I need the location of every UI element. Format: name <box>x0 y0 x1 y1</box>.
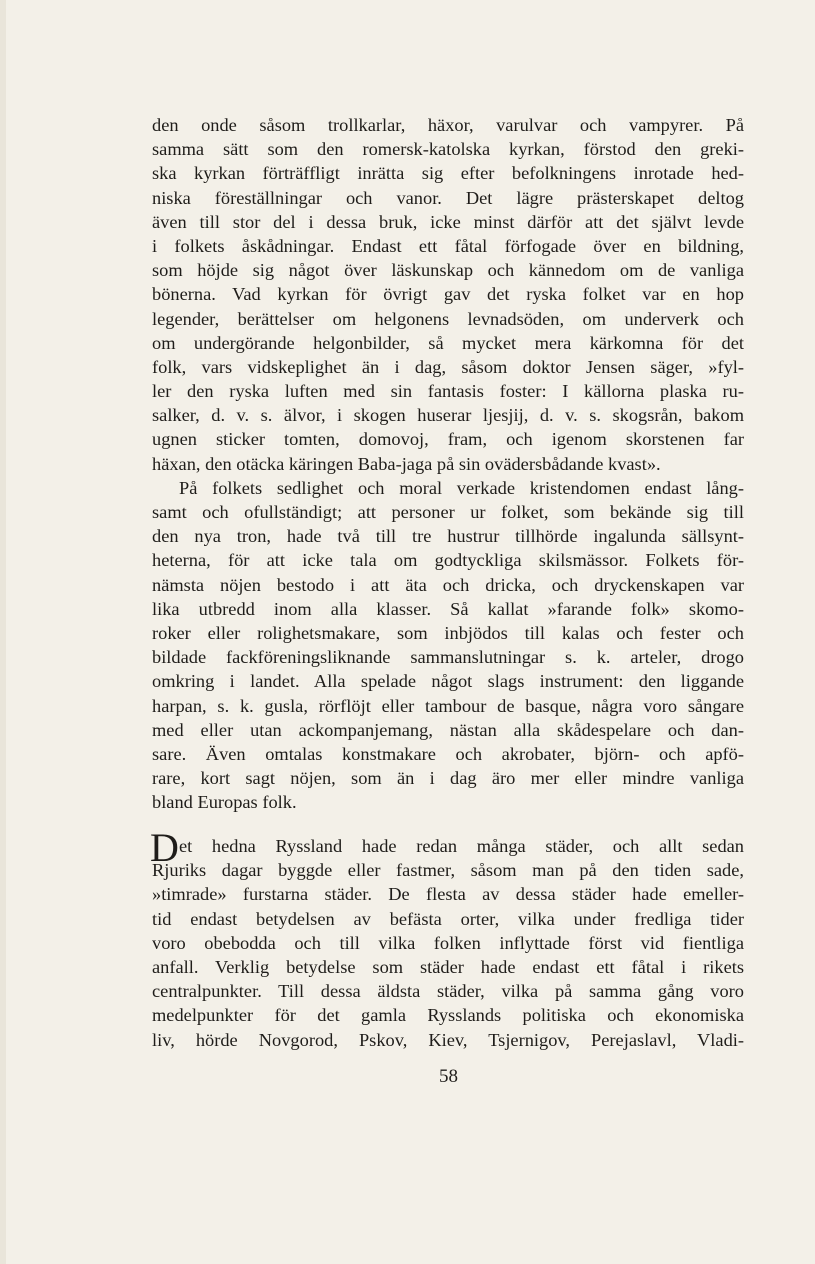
text-line: harpan, s. k. gusla, rörflöjt eller tambour de basque, några voro sångare <box>152 695 744 716</box>
text-line: som höjde sig något över läskunskap och kännedom om de vanliga <box>152 260 744 281</box>
text-line: bland Europas folk. <box>152 792 297 813</box>
text-block-upper <box>152 113 744 814</box>
text-line: »timrade» furstarna städer. De flesta av dessa städer hade emeller- <box>152 884 744 905</box>
text-line: sare. Även omtalas konstmakare och akrobater, björn- och apfö- <box>152 743 744 764</box>
text-line: medelpunkter för det gamla Rysslands politiska och ekonomiska <box>152 1005 744 1026</box>
paragraph-1 <box>152 113 744 476</box>
text-line: häxan, den otäcka käringen Baba-jaga på sin ovädersbådande kvast». <box>152 453 661 474</box>
text-line: samma sätt som den romersk-katolska kyrkan, förstod den greki- <box>152 139 744 160</box>
text-line: liv, hörde Novgorod, Pskov, Kiev, Tsjernigov, Perejaslavl, Vladi- <box>152 1029 744 1050</box>
text-line: voro obebodda och till vilka folken inflyttade först vid fientliga <box>152 932 744 953</box>
text-line: roker eller rolighetsmakare, som inbjödos till kalas och fester och <box>152 622 744 643</box>
text-line: den onde såsom trollkarlar, häxor, varulvar och vampyrer. På <box>152 115 744 135</box>
text-line: rare, kort sagt nöjen, som än i dag äro mer eller mindre vanliga <box>152 768 744 789</box>
text-line: anfall. Verklig betydelse som städer hade endast ett fåtal i rikets <box>152 956 744 977</box>
text-line: i folkets åskådningar. Endast ett fåtal förfogade över en bildning, <box>152 235 744 256</box>
text-line: den nya tron, hade två till tre hustrur tillhörde ingalunda sällsynt- <box>152 526 744 547</box>
text-block-section-2 <box>150 825 744 1052</box>
text-line: niska föreställningar och vanor. Det lägre prästerskapet deltog <box>152 187 744 208</box>
text-line: nämsta nöjen bestodo i att äta och dricka, och dryckenskapen var <box>152 574 744 595</box>
text-line: bildade fackföreningsliknande sammanslutningar s. k. arteler, drogo <box>152 647 744 668</box>
text-line: salker, d. v. s. älvor, i skogen huserar ljesjij, d. v. s. skogsrån, bakom <box>152 405 744 426</box>
first-line <box>150 825 744 870</box>
paragraph-2 <box>152 476 744 815</box>
text-line: På folkets sedlighet och moral verkade kristendomen endast lång- <box>179 477 744 498</box>
text-line: omkring i landet. Alla spelade något slags instrument: den liggande <box>152 671 744 692</box>
text-line: ugnen sticker tomten, domovoj, fram, och igenom skorstenen far <box>152 429 744 450</box>
text-line: heterna, för att icke tala om godtyckliga skilsmässor. Folkets för- <box>152 550 744 571</box>
drop-cap: D <box>150 825 179 870</box>
text-line: lika utbredd inom alla klasser. Så kallat »farande folk» skomo- <box>152 598 744 619</box>
text-line: med eller utan ackompanjemang, nästan alla skådespelare och dan- <box>152 719 744 740</box>
page-number: 58 <box>439 1066 458 1087</box>
text-line: bönerna. Vad kyrkan för övrigt gav det ryska folket var en hop <box>152 284 744 305</box>
text-line: om undergörande helgonbilder, så mycket mera kärkomna för det <box>152 332 744 353</box>
text-line: även till stor del i dessa bruk, icke minst därför att det självt levde <box>152 211 744 232</box>
text-line: ler den ryska luften med sin fantasis foster: I källorna plaska ru- <box>152 381 744 402</box>
text-line: Rjuriks dagar byggde eller fastmer, såsom man på den tiden sade, <box>152 860 744 881</box>
text-line: ska kyrkan förträffligt inrätta sig efter befolkningens inrotade hed- <box>152 163 744 184</box>
text-line: centralpunkter. Till dessa äldsta städer, vilka på samma gång voro <box>152 981 744 1002</box>
text-line: legender, berättelser om helgonens levnadsöden, om underverk och <box>152 308 744 329</box>
first-line-text: et hedna Ryssland hade redan många städer, och allt sedan <box>179 836 744 856</box>
text-line: samt och ofullständigt; att personer ur folket, som bekände sig till <box>152 502 744 522</box>
text-line: tid endast betydelsen av befästa orter, vilka under fredliga tider <box>152 908 744 929</box>
text-line: folk, vars vidskeplighet än i dag, såsom doktor Jensen säger, »fyl- <box>152 356 744 377</box>
